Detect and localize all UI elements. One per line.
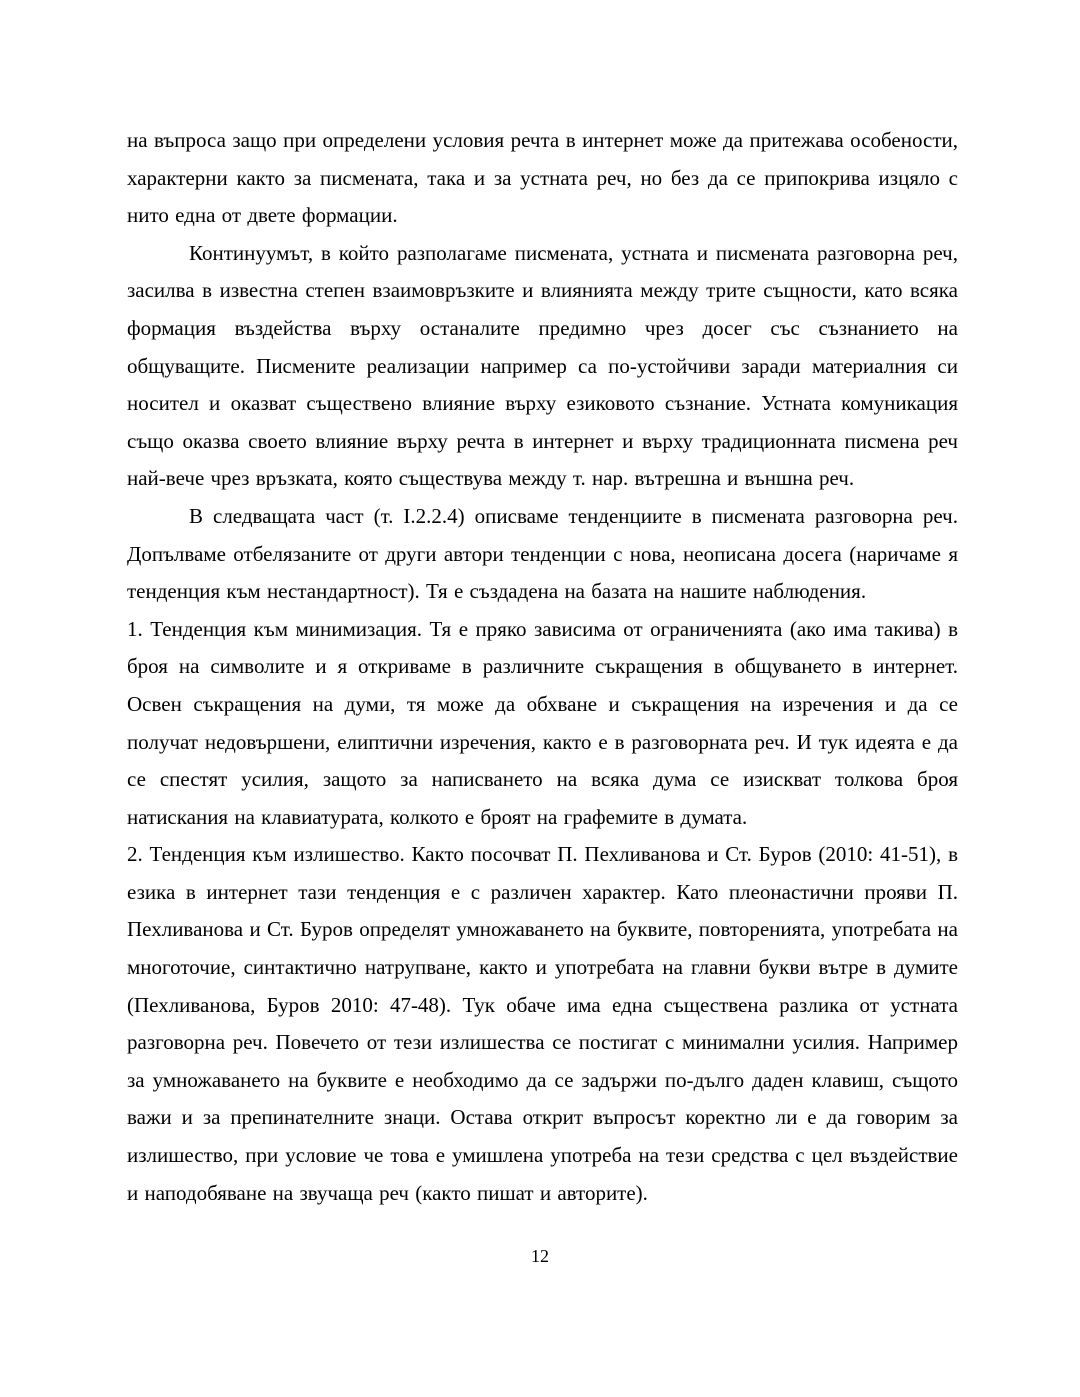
paragraph-next-section-intro: В следващата част (т. I.2.2.4) описваме тенденциите в писмената разговорна реч. Допълваме отбелязаните от други автори тенденции с нова, неописана досега (наричаме я тенденция към нестандартност). Тя е създадена на базата на нашите наблюдения. (127, 503, 958, 604)
paragraph-continuation: на въпроса защо при определени условия речта в интернет може да притежава особености, характерни както за писмената, така и за устната реч, но без да се припокрива изцяло с нито една от двете формации. (127, 128, 958, 228)
paragraph-tendency-redundancy: 2. Тенденция към излишество. Както посочват П. Пехливанова и Ст. Буров (2010: 41-51), в езика в интернет тази тенденция е с различен характер. Като плеонастични прояви П. Пехливанова и Ст. Буров определят умножаването на буквите, повторенията, употребата на многоточие, синтактично натрупване, както и употребата на главни букви вътре в думите (Пехливанова, Буров 2010: 47-48). Тук обаче има една съществена разлика от устната разговорна реч. Повечето от тези излишества се постигат с минимални усилия. Например за умножаването на буквите е необходимо да се задържи по-дълго даден клавиш, същото важи и за препинателните знаци. Остава открит въпросът коректно ли е да говорим за излишество, при условие че това е умишлена употреба на тези средства с цел въздействие и наподобяване на звучаща реч (както пишат и авторите). (127, 842, 958, 1205)
paragraph-tendency-minimization: 1. Тенденция към минимизация. Тя е пряко зависима от ограниченията (ако има такива) в броя на символите и я откриваме в различните съкращения в общуването в интернет. Освен съкращения на думи, тя може да обхване и съкращения на изречения и да се получат недовършени, елиптични изречения, както е в разговорната реч. И тук идеята е да се спестят усилия, защото за написването на всяка дума се изискват толкова броя натискания на клавиатурата, колкото е броят на графемите в думата. (127, 616, 958, 829)
paragraph-continuum: Континуумът, в който разполагаме писмената, устната и писмената разговорна реч, засилва в известна степен взаимовръзките и влиянията между трите същности, като всяка формация въздейства върху останалите предимно чрез досег със съзнанието на общуващите. Писмените реализации например са по-устойчиви заради материалния си носител и оказват съществено влияние върху езиковото съзнание. Устната комуникация също оказва своето влияние върху речта в интернет и върху традиционната писмена реч най-вече чрез връзката, която съществува между т. нар. вътрешна и външна реч. (127, 240, 958, 491)
page-number: 12 (531, 1246, 549, 1266)
text-block (127, 122, 958, 1212)
